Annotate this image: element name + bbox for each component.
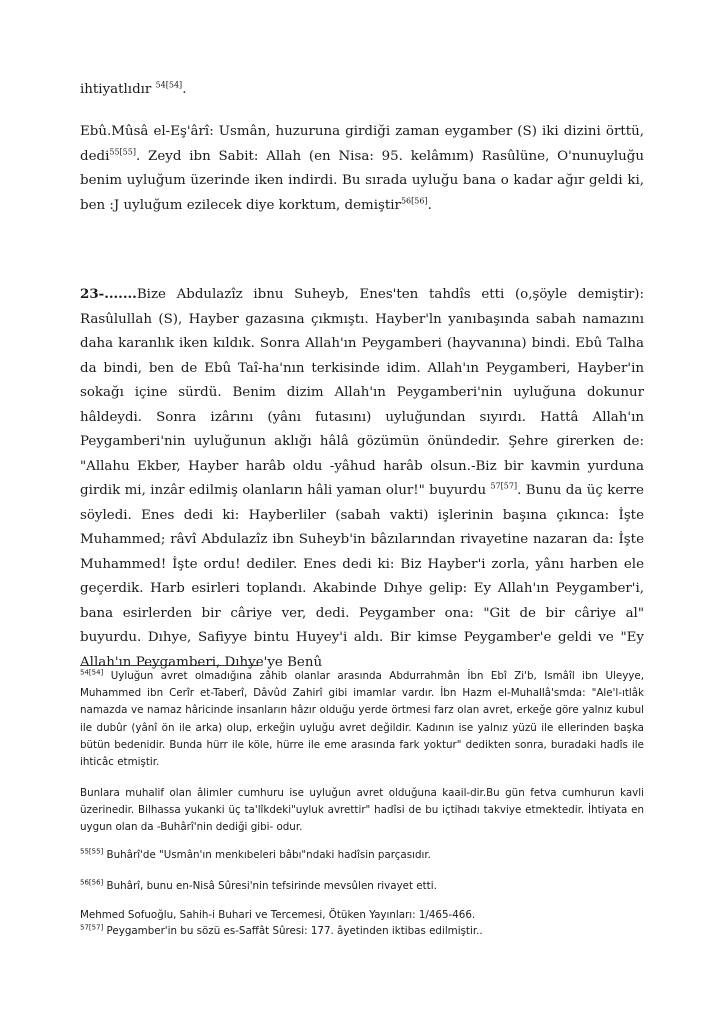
- para2-text-1: Bize Abdulazîz ibnu Suheyb, Enes'ten tahdîs etti (o,şöyle demiştir): Rasûlullah (S), Hayber gazasına çıkmıştı. Hayber'ln yanıbaşında sabah namazını daha karanlık iken kıldık. Sonra Allah'ın Peygamberi (hayvanına) bindi. Ebû Talha da bindi, ben de Ebû Taî-ha'nın terkisinde idim. Allah'ın Peygamberi, Hayber'in sokağı içine sürdü. Benim dizim Allah'ın Peygamberi'nin uyluğuna dokunur hâldeydi. Sonra izârını (yânı futasını) uyluğundan sıyırdı. Hattâ Allah'ın Peygamberi'nin uyluğunun aklığı hâlâ gözümün önündedir. Şehre girerken de: "Allahu Ekber, Hayber harâb oldu -yâhud harâb olsun.-Biz bir kavmin yurduna girdik mi, inzâr edilmiş olanların hâli yaman olur!" buyurdu: [80, 287, 644, 498]
- intro-end: .: [182, 82, 187, 97]
- para2-text-2: . Bunu da üç kerre söyledi. Enes dedi ki: Hayberliler (sabah vakti) işlerinin başına çıkınca: İşte Muhammed; râvî Abdulazîz ibn Suheyb'in bâzılarından rivayetine nazaran da: İşte Muhammed! İşte ordu! dediler. Enes dedi ki: Biz Hayber'i zorla, yânı harben ele geçerdik. Harb esirleri toplandı. Akabinde Dıhye gelip: Ey Allah'ın Peygamber'i, bana esirlerden bir câriye ver, dedi. Peygamber ona: "Git de bir câriye al" buyurdu. Dıhye, Safiyye bintu Huyey'i aldı. Bir kimse Peygamber'e geldi ve "Ey Allah'ın Peygamberi, Dıhye'ye Benû: [80, 483, 644, 670]
- footnote-57-text: Peygamber'in bu sözü es-Saffât Sûresi: 177. âyetinden iktibas edilmiştir..: [103, 925, 483, 937]
- footnote-ref-56[interactable]: 56[56]: [400, 196, 428, 206]
- footnote-57-mark[interactable]: 57[57]: [80, 923, 104, 932]
- footnote-54: [80, 668, 644, 771]
- intro-line: [80, 78, 644, 103]
- footnote-56-mark[interactable]: 56[56]: [80, 878, 104, 887]
- para1-text-1: Ebû.Mûsâ el-Eş'ârî: Usmân, huzuruna girdiği zaman eygamber (S) iki dizini örttü, dedi: [80, 124, 644, 164]
- paragraph-ebu-musa: [80, 120, 644, 218]
- footnote-55: [80, 847, 644, 864]
- hadith-number: 23-.......: [80, 286, 137, 302]
- footnote-56-text: Buhârî, bunu en-Nisâ Sûresi'nin tefsirinde mevsûlen rivayet etti.: [103, 880, 437, 892]
- para1-text-2: . Zeyd ibn Sabit: Allah (en Nisa: 95. kelâmım) Rasûlüne, O'nunuyluğu benim uyluğum üzerinde iken indirdi. Bu sırada uyluğu bana o kadar ağır geldi ki, ben :J uyluğum ezilecek diye korktum, demiştir: [80, 148, 644, 213]
- footnote-ref-55[interactable]: 55[55]: [109, 147, 136, 157]
- footnote-54-mark[interactable]: 54[54]: [80, 668, 104, 677]
- footnote-55-mark[interactable]: 55[55]: [80, 847, 104, 856]
- footnote-ref-57[interactable]: 57[57]: [490, 481, 518, 491]
- footnote-54-continuation: Bunlara muhalif olan âlimler cumhuru ise uyluğun avret olduğuna kaail-dir.Bu gün fetva cumhurun kavli üzerinedir. Bilhassa yukanki üç ta'lîkdeki"uyluk avrettir" hadîsi de bu içtihadı takviye etmektedir. İhtiyata en uygun olan da -Buhârî'nin dediği gibi- odur.: [80, 787, 644, 834]
- para1-text-3: .: [427, 197, 432, 213]
- intro-text: ihtiyatlıdır: [80, 82, 156, 97]
- footnote-ref-54[interactable]: 54[54]: [155, 80, 183, 90]
- source-citation: Mehmed Sofuoğlu, Sahih-i Buhari ve Tercemesi, Ötüken Yayınları: 1/465-466.: [80, 909, 476, 921]
- footnote-57: [80, 923, 644, 940]
- footnote-54-text: Uyluğun avret olmadığına zâhib olanlar arasında Abdurrahmân İbn Ebî Zi'b, Ismâîl ibn Uleyye, Muhammed ibn Cerîr et-Taberî, Dâvûd Zahirî gibi imamlar vardır. İbn Hazm el-Muhallâ'smda: "Ale'l-ıtlâk namazda ve namaz hâricinde insanların hâzır olduğu yerde örtmesi farz olan avret, erkeğe göre yalnız kubul ile dubûr (yânî ön ile arka) olup, erkeğin uyluğu avret değildir. Kadının ise yalnız yüzü ile ellerinden başka bütün bedenidir. Bunda hürr ile köle, hürre ile eme arasında fark yoktur" dedikten sonra, buradaki hadîs ile ihticâc etmiştir.: [80, 670, 644, 769]
- footnote-56: [80, 878, 644, 895]
- footnote-divider: [80, 665, 258, 666]
- footnote-55-text: Buhârî'de "Usmân'ın menkıbeleri bâbı"ndaki hadîsin parçasıdır.: [103, 849, 431, 861]
- paragraph-hadith-23: [80, 282, 644, 675]
